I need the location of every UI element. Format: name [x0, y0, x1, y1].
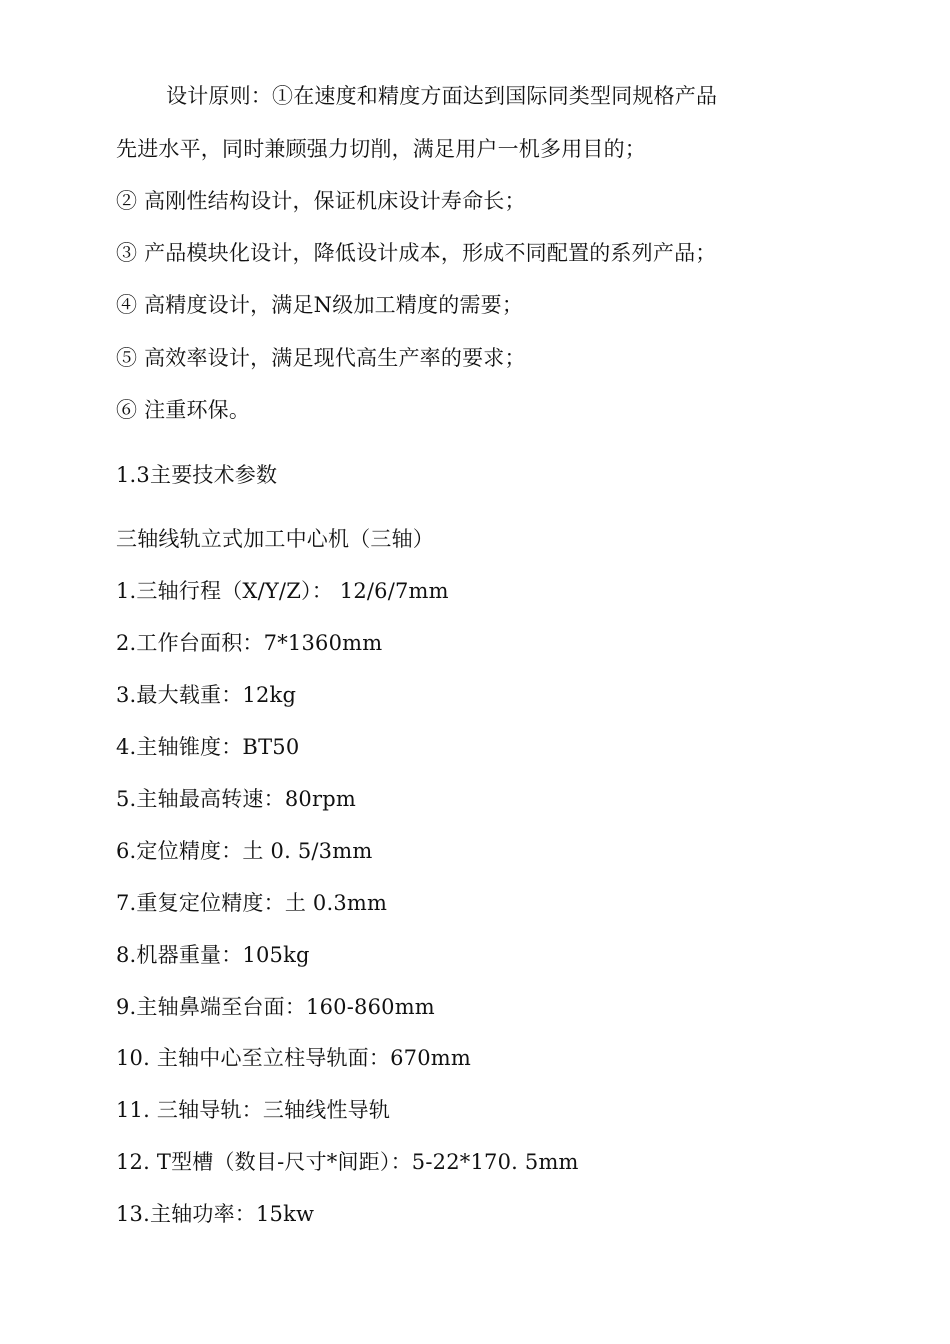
param-item: 5.主轴最高转速：80rpm	[116, 787, 356, 811]
param-item: 11. 三轴导轨：三轴线性导轨	[116, 1098, 391, 1122]
param-item: 12. T型槽（数目-尺寸*间距）：5-22*170. 5mm	[116, 1150, 579, 1174]
param-item: 10. 主轴中心至立柱导轨面：670mm	[116, 1046, 471, 1070]
machine-title: 三轴线轨立式加工中心机（三轴）	[116, 527, 434, 551]
principle-item-5: ⑤ 高效率设计，满足现代高生产率的要求；	[116, 346, 526, 370]
section-heading: 1.3主要技术参数	[116, 463, 278, 487]
principle-item-2: ② 高刚性结构设计，保证机床设计寿命长；	[116, 189, 526, 213]
param-item: 1.三轴行程（X/Y/Z）： 12/6/7mm	[116, 579, 449, 603]
param-item: 13.主轴功率：15kw	[116, 1202, 315, 1226]
param-item: 8.机器重量：105kg	[116, 943, 310, 967]
design-principles-continued: 先进水平，同时兼顾强力切削，满足用户一机多用目的；	[116, 137, 646, 161]
param-item: 3.最大载重：12kg	[116, 683, 297, 707]
param-item: 4.主轴锥度：BT50	[116, 735, 300, 759]
principle-item-6: ⑥ 注重环保。	[116, 398, 251, 422]
param-item: 6.定位精度：土 0. 5/3mm	[116, 839, 373, 863]
param-item: 2.工作台面积：7*1360mm	[116, 631, 383, 655]
design-principles-intro: 设计原则：①在速度和精度方面达到国际同类型同规格产品	[166, 84, 718, 108]
param-item: 7.重复定位精度：土 0.3mm	[116, 891, 388, 915]
principle-item-3: ③ 产品模块化设计，降低设计成本，形成不同配置的系列产品；	[116, 241, 717, 265]
param-item: 9.主轴鼻端至台面：160-860mm	[116, 995, 435, 1019]
principle-item-4: ④ 高精度设计，满足N级加工精度的需要；	[116, 293, 524, 317]
